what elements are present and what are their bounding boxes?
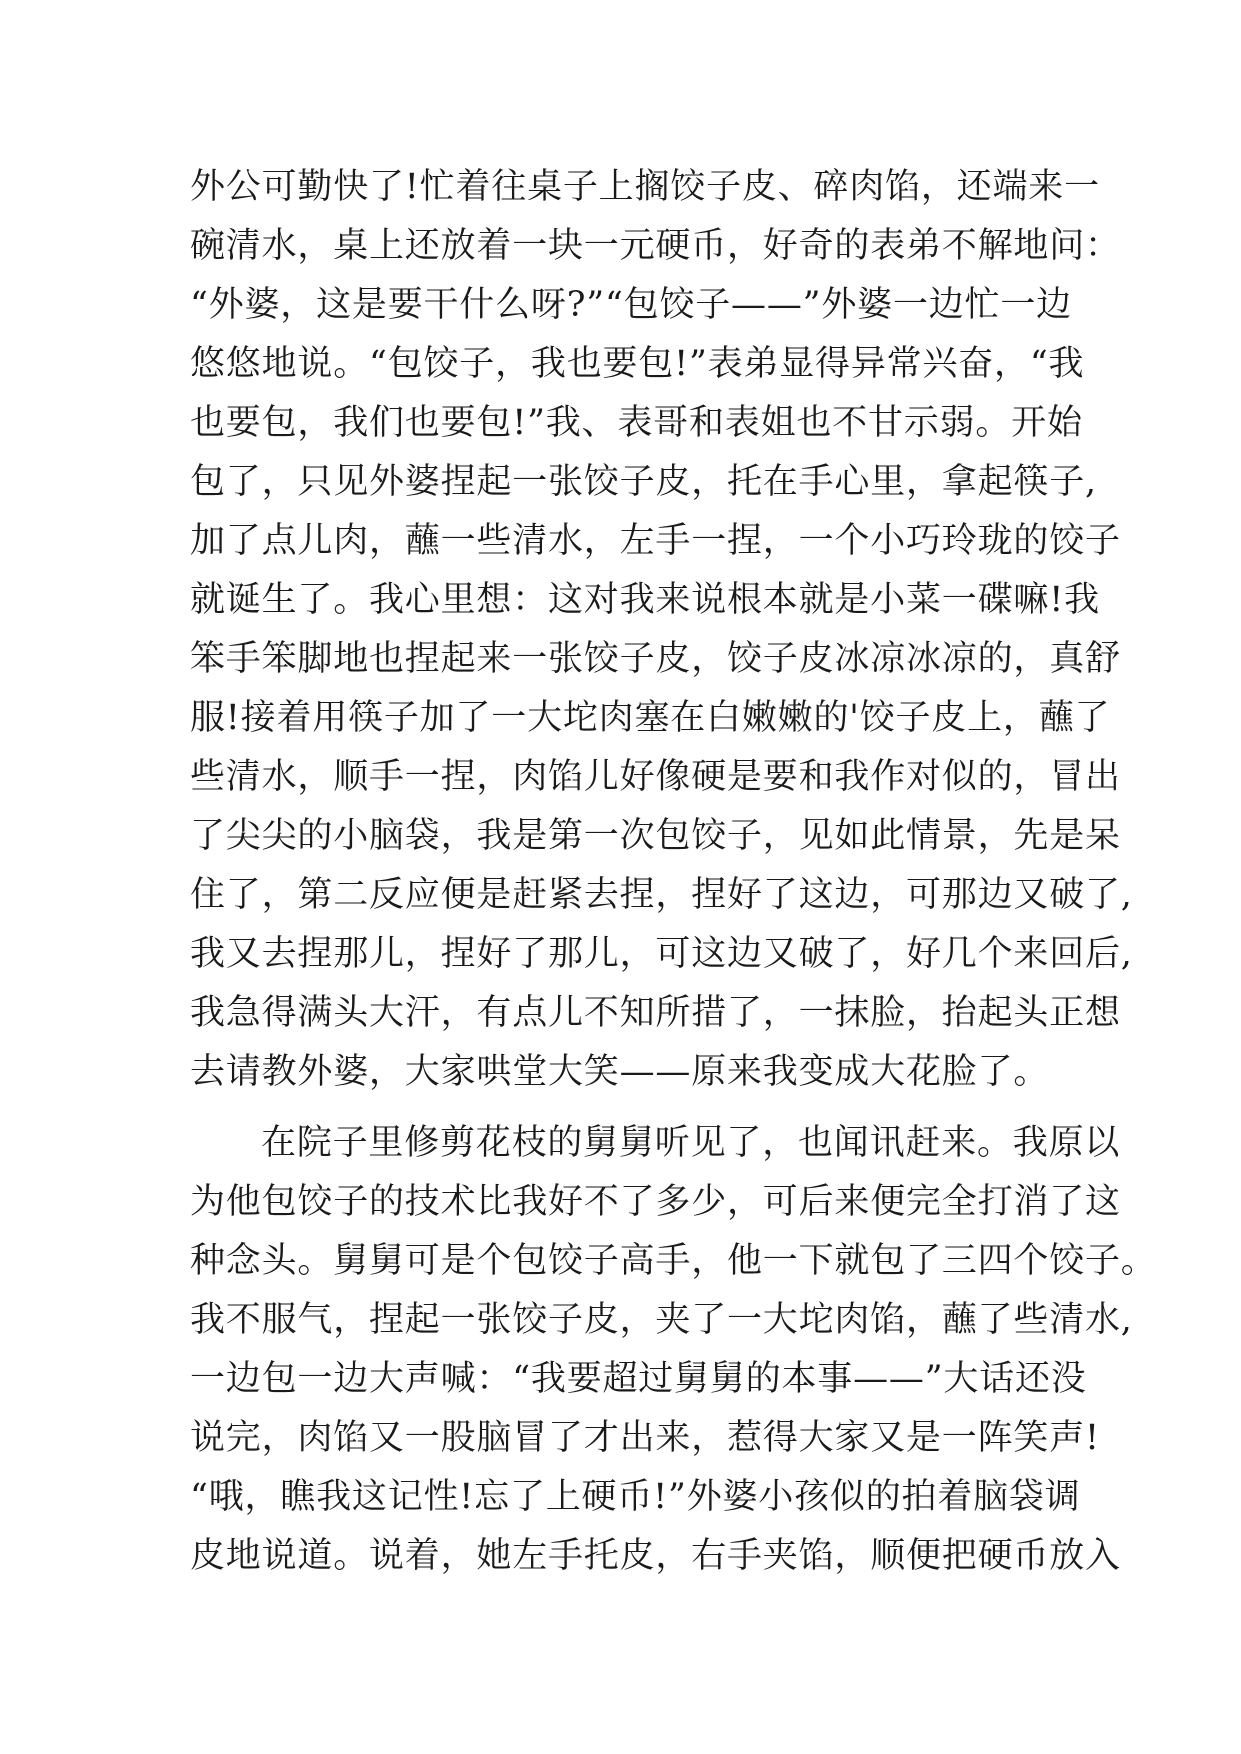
text-line: “哦，瞧我这记性!忘了上硬币!”外婆小孩似的拍着脑袋调 <box>190 1477 1081 1517</box>
text-line: 一边包一边大声喊：“我要超过舅舅的本事——”大话还没 <box>190 1359 1087 1399</box>
text-line: 种念头。舅舅可是个包饺子高手，他一下就包了三四个饺子。 <box>190 1241 1157 1281</box>
paragraph-2 <box>190 1114 1157 1586</box>
text-line: 加了点儿肉，蘸一些清水，左手一捏，一个小巧玲珑的饺子 <box>190 521 1121 561</box>
text-line: 去请教外婆，大家哄堂大笑——原来我变成大花脸了。 <box>190 1052 1050 1092</box>
text-line: 为他包饺子的技术比我好不了多少，可后来便完全打消了这 <box>190 1182 1121 1222</box>
text-line: 些清水，顺手一捏，肉馅儿好像硬是要和我作对似的，冒出 <box>190 757 1121 797</box>
text-line: 碗清水，桌上还放着一块一元硬币，好奇的表弟不解地问： <box>190 226 1121 266</box>
text-line: 外公可勤快了!忙着往桌子上搁饺子皮、碎肉馅，还端来一 <box>190 167 1100 207</box>
paragraph-1 <box>190 158 1133 1102</box>
text-line: 笨手笨脚地也捏起来一张饺子皮，饺子皮冰凉冰凉的，真舒 <box>190 639 1121 679</box>
text-line: 包了，只见外婆捏起一张饺子皮，托在手心里，拿起筷子, <box>190 462 1097 502</box>
text-line: 也要包，我们也要包!”我、表哥和表姐也不甘示弱。开始 <box>190 403 1083 443</box>
text-line: 我急得满头大汗，有点儿不知所措了，一抹脸，抬起头正想 <box>190 993 1121 1033</box>
text-line: 了尖尖的小脑袋，我是第一次包饺子，见如此情景，先是呆 <box>190 816 1121 856</box>
text-line: 我不服气，捏起一张饺子皮，夹了一大坨肉馅，蘸了些清水, <box>190 1300 1133 1340</box>
text-line: 悠悠地说。“包饺子，我也要包!”表弟显得异常兴奋，“我 <box>190 344 1085 384</box>
text-line: 就诞生了。我心里想：这对我来说根本就是小菜一碟嘛!我 <box>190 580 1100 620</box>
text-line: 住了，第二反应便是赶紧去捏，捏好了这边，可那边又破了, <box>190 875 1133 915</box>
text-line: 在院子里修剪花枝的舅舅听见了，也闻讯赶来。我原以 <box>261 1123 1121 1163</box>
text-line: 我又去捏那儿，捏好了那儿，可这边又破了，好几个来回后, <box>190 934 1133 974</box>
text-line: 说完，肉馅又一股脑冒了才出来，惹得大家又是一阵笑声! <box>190 1418 1100 1458</box>
text-line: “外婆，这是要干什么呀?”“包饺子——”外婆一边忙一边 <box>190 285 1072 325</box>
text-line: 皮地说道。说着，她左手托皮，右手夹馅，顺便把硬币放入 <box>190 1536 1121 1576</box>
body-text <box>190 158 1157 1586</box>
paragraph-spacer <box>190 1102 1070 1114</box>
text-line: 服!接着用筷子加了一大坨肉塞在白嫩嫩的'饺子皮上，蘸了 <box>190 698 1111 738</box>
